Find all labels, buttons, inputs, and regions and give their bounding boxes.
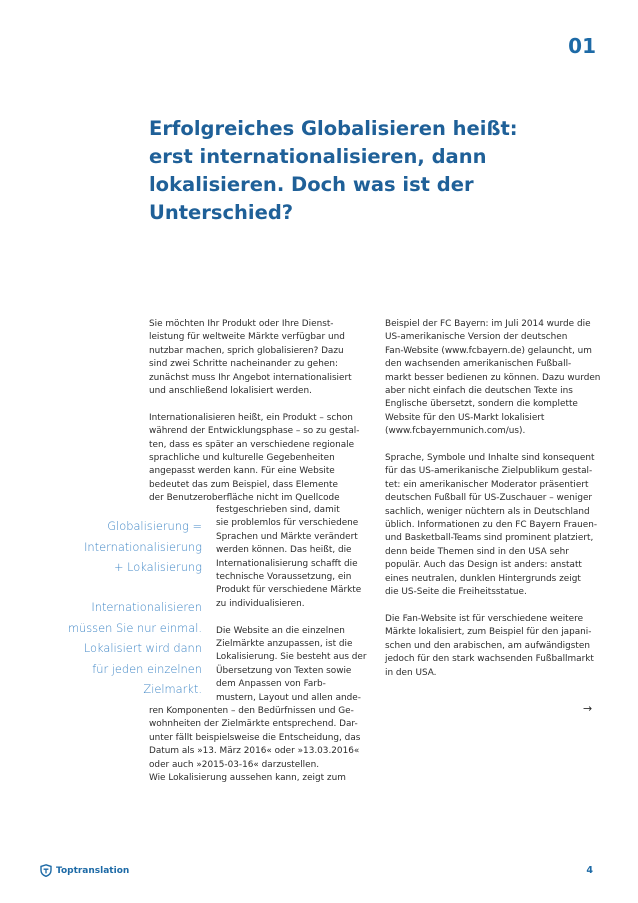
title-line: Unterschied? bbox=[149, 201, 294, 224]
text-line: Sprachen und Märkte verändert bbox=[216, 531, 358, 542]
shield-logo-icon bbox=[40, 864, 52, 877]
text-line: Beispiel der FC Bayern: im Juli 2014 wurde die bbox=[385, 319, 591, 329]
quote-line: müssen Sie nur einmal. bbox=[67, 620, 202, 635]
text-line: (www.fcbayernmunich.com/us). bbox=[385, 426, 526, 437]
text-line: Internationalisierung schafft die bbox=[216, 558, 358, 569]
text-line: der Benutzeroberfläche nicht im Quellcode bbox=[149, 493, 340, 504]
text-line: sind zwei Schritte nacheinander zu gehen: bbox=[149, 359, 338, 370]
text-line: angepasst werden kann. Für eine Website bbox=[149, 466, 335, 477]
continue-arrow-icon: → bbox=[583, 702, 593, 715]
text-line: zu individualisieren. bbox=[216, 598, 305, 609]
text-line: Zielmärkte anzupassen, ist die bbox=[216, 639, 353, 650]
text-line: US-amerikanische Version der deutschen bbox=[385, 332, 568, 343]
left-column-middle-text bbox=[216, 504, 367, 705]
text-line: tet: ein amerikanischer Moderator präsentiert bbox=[385, 479, 589, 490]
text-line: Die Fan-Website ist für verschiedene weitere bbox=[385, 613, 584, 624]
text-line: mustern, Layout und allen ande- bbox=[216, 692, 361, 703]
quote-line: Globalisierung = bbox=[107, 519, 202, 533]
text-line: üblich. Informationen zu den FC Bayern Frauen- bbox=[385, 520, 598, 531]
pull-quote-statement bbox=[68, 597, 202, 700]
text-line: zunächst muss Ihr Angebot internationalisiert bbox=[149, 372, 352, 383]
left-column-bottom-text bbox=[149, 705, 360, 785]
text-line: oder auch »2015-03-16« darzustellen. bbox=[149, 759, 320, 770]
text-line: die US-Seite die Freiheitsstatue. bbox=[385, 587, 527, 598]
text-line: sprachliche und kulturelle Gegebenheiten bbox=[149, 453, 335, 464]
text-line: werden können. Das heißt, die bbox=[216, 545, 352, 556]
text-line: markt besser bedienen zu können. Dazu wurden bbox=[385, 372, 601, 383]
paragraph-gap bbox=[385, 600, 600, 613]
text-line: dem Anpassen von Farb- bbox=[216, 679, 326, 690]
chapter-number: 01 bbox=[568, 34, 596, 58]
quote-line: + Lokalisierung bbox=[113, 560, 202, 574]
pull-quote-formula bbox=[84, 516, 202, 578]
paragraph-gap bbox=[385, 439, 600, 452]
text-line: aber nicht einfach die deutschen Texte ins bbox=[385, 386, 573, 397]
text-line: den wachsenden amerikanischen Fußball- bbox=[385, 359, 572, 370]
text-line: für das US-amerikanische Zielpublikum gestal- bbox=[385, 466, 593, 477]
text-line: während der Entwicklungsphase – so zu gestal- bbox=[149, 426, 360, 437]
right-column-text bbox=[385, 318, 600, 680]
text-line: Sprache, Symbole und Inhalte sind konsequent bbox=[385, 453, 595, 464]
text-line: Fan-Website (www.fcbayern.de) gelauncht, um bbox=[385, 345, 592, 356]
footer-logo bbox=[40, 864, 129, 877]
logo-text: Toptranslation bbox=[56, 865, 130, 876]
text-line: unter fällt beispielsweise die Entscheidung, das bbox=[149, 732, 361, 743]
text-line: in den USA. bbox=[385, 667, 437, 678]
text-line: technische Voraussetzung, ein bbox=[216, 572, 352, 583]
text-line: jedoch für den stark wachsenden Fußballmarkt bbox=[385, 654, 594, 665]
title-line: lokalisieren. Doch was ist der bbox=[149, 173, 474, 196]
text-line: denn beide Themen sind in den USA sehr bbox=[385, 546, 569, 557]
left-column-top-text bbox=[149, 318, 359, 506]
text-line: Wie Lokalisierung aussehen kann, zeigt zum bbox=[149, 773, 346, 784]
text-line: nutzbar machen, sprich globalisieren? Dazu bbox=[149, 345, 344, 356]
quote-line: Lokalisiert wird dann bbox=[83, 641, 202, 655]
text-line: sie problemlos für verschiedene bbox=[216, 518, 359, 529]
text-line: sachlich, weniger nüchtern als in Deutschland bbox=[385, 506, 590, 517]
text-line: wohnheiten der Zielmärkte entsprechend. Dar- bbox=[149, 719, 358, 730]
page-title bbox=[149, 115, 589, 227]
text-line: Die Website an die einzelnen bbox=[216, 625, 345, 636]
text-line: Internationalisieren heißt, ein Produkt – schon bbox=[149, 412, 353, 423]
text-line: Datum als »13. März 2016« oder »13.03.2016« bbox=[149, 746, 360, 757]
text-line: Sie möchten Ihr Produkt oder Ihre Dienst- bbox=[149, 319, 334, 329]
title-line: Erfolgreiches Globalisieren heißt: bbox=[149, 117, 518, 140]
text-line: und Basketball-Teams sind prominent platziert, bbox=[385, 533, 594, 544]
text-line: populär. Auch das Design ist anders: anstatt bbox=[385, 560, 582, 571]
quote-line: Internationalisierung bbox=[84, 539, 202, 554]
quote-line: für jeden einzelnen bbox=[92, 661, 202, 676]
title-line: erst internationalisieren, dann bbox=[149, 145, 487, 168]
text-line: deutschen Fußball für US-Zuschauer – weniger bbox=[385, 493, 593, 504]
text-line: schen und den arabischen, am aufwändigsten bbox=[385, 640, 590, 651]
text-line: ren Komponenten – den Bedürfnissen und Ge- bbox=[149, 706, 354, 716]
text-line: Lokalisierung. Sie besteht aus der bbox=[216, 652, 367, 663]
text-line: Produkt für verschiedene Märkte bbox=[216, 585, 362, 596]
text-line: bedeutet das zum Beispiel, dass Elemente bbox=[149, 479, 338, 490]
text-line: leistung für weltweite Märkte verfügbar und bbox=[149, 332, 345, 343]
text-line: Englische übersetzt, sondern die komplette bbox=[385, 399, 578, 410]
quote-line: Zielmarkt. bbox=[143, 682, 202, 696]
text-line: eines neutralen, dunklen Hintergrunds zeigt bbox=[385, 573, 581, 584]
quote-line: Internationalisieren bbox=[91, 600, 202, 614]
paragraph-gap bbox=[216, 611, 367, 624]
text-line: Website für den US-Markt lokalisiert bbox=[385, 412, 545, 423]
text-line: und anschließend lokalisiert werden. bbox=[149, 386, 312, 397]
text-line: festgeschrieben sind, damit bbox=[216, 505, 340, 515]
text-line: ten, dass es später an verschiedene regionale bbox=[149, 439, 355, 450]
text-line: Übersetzung von Texten sowie bbox=[216, 665, 352, 676]
page-number: 4 bbox=[586, 865, 593, 876]
text-line: Märkte lokalisiert, zum Beispiel für den japani- bbox=[385, 627, 592, 638]
paragraph-gap bbox=[149, 398, 359, 411]
